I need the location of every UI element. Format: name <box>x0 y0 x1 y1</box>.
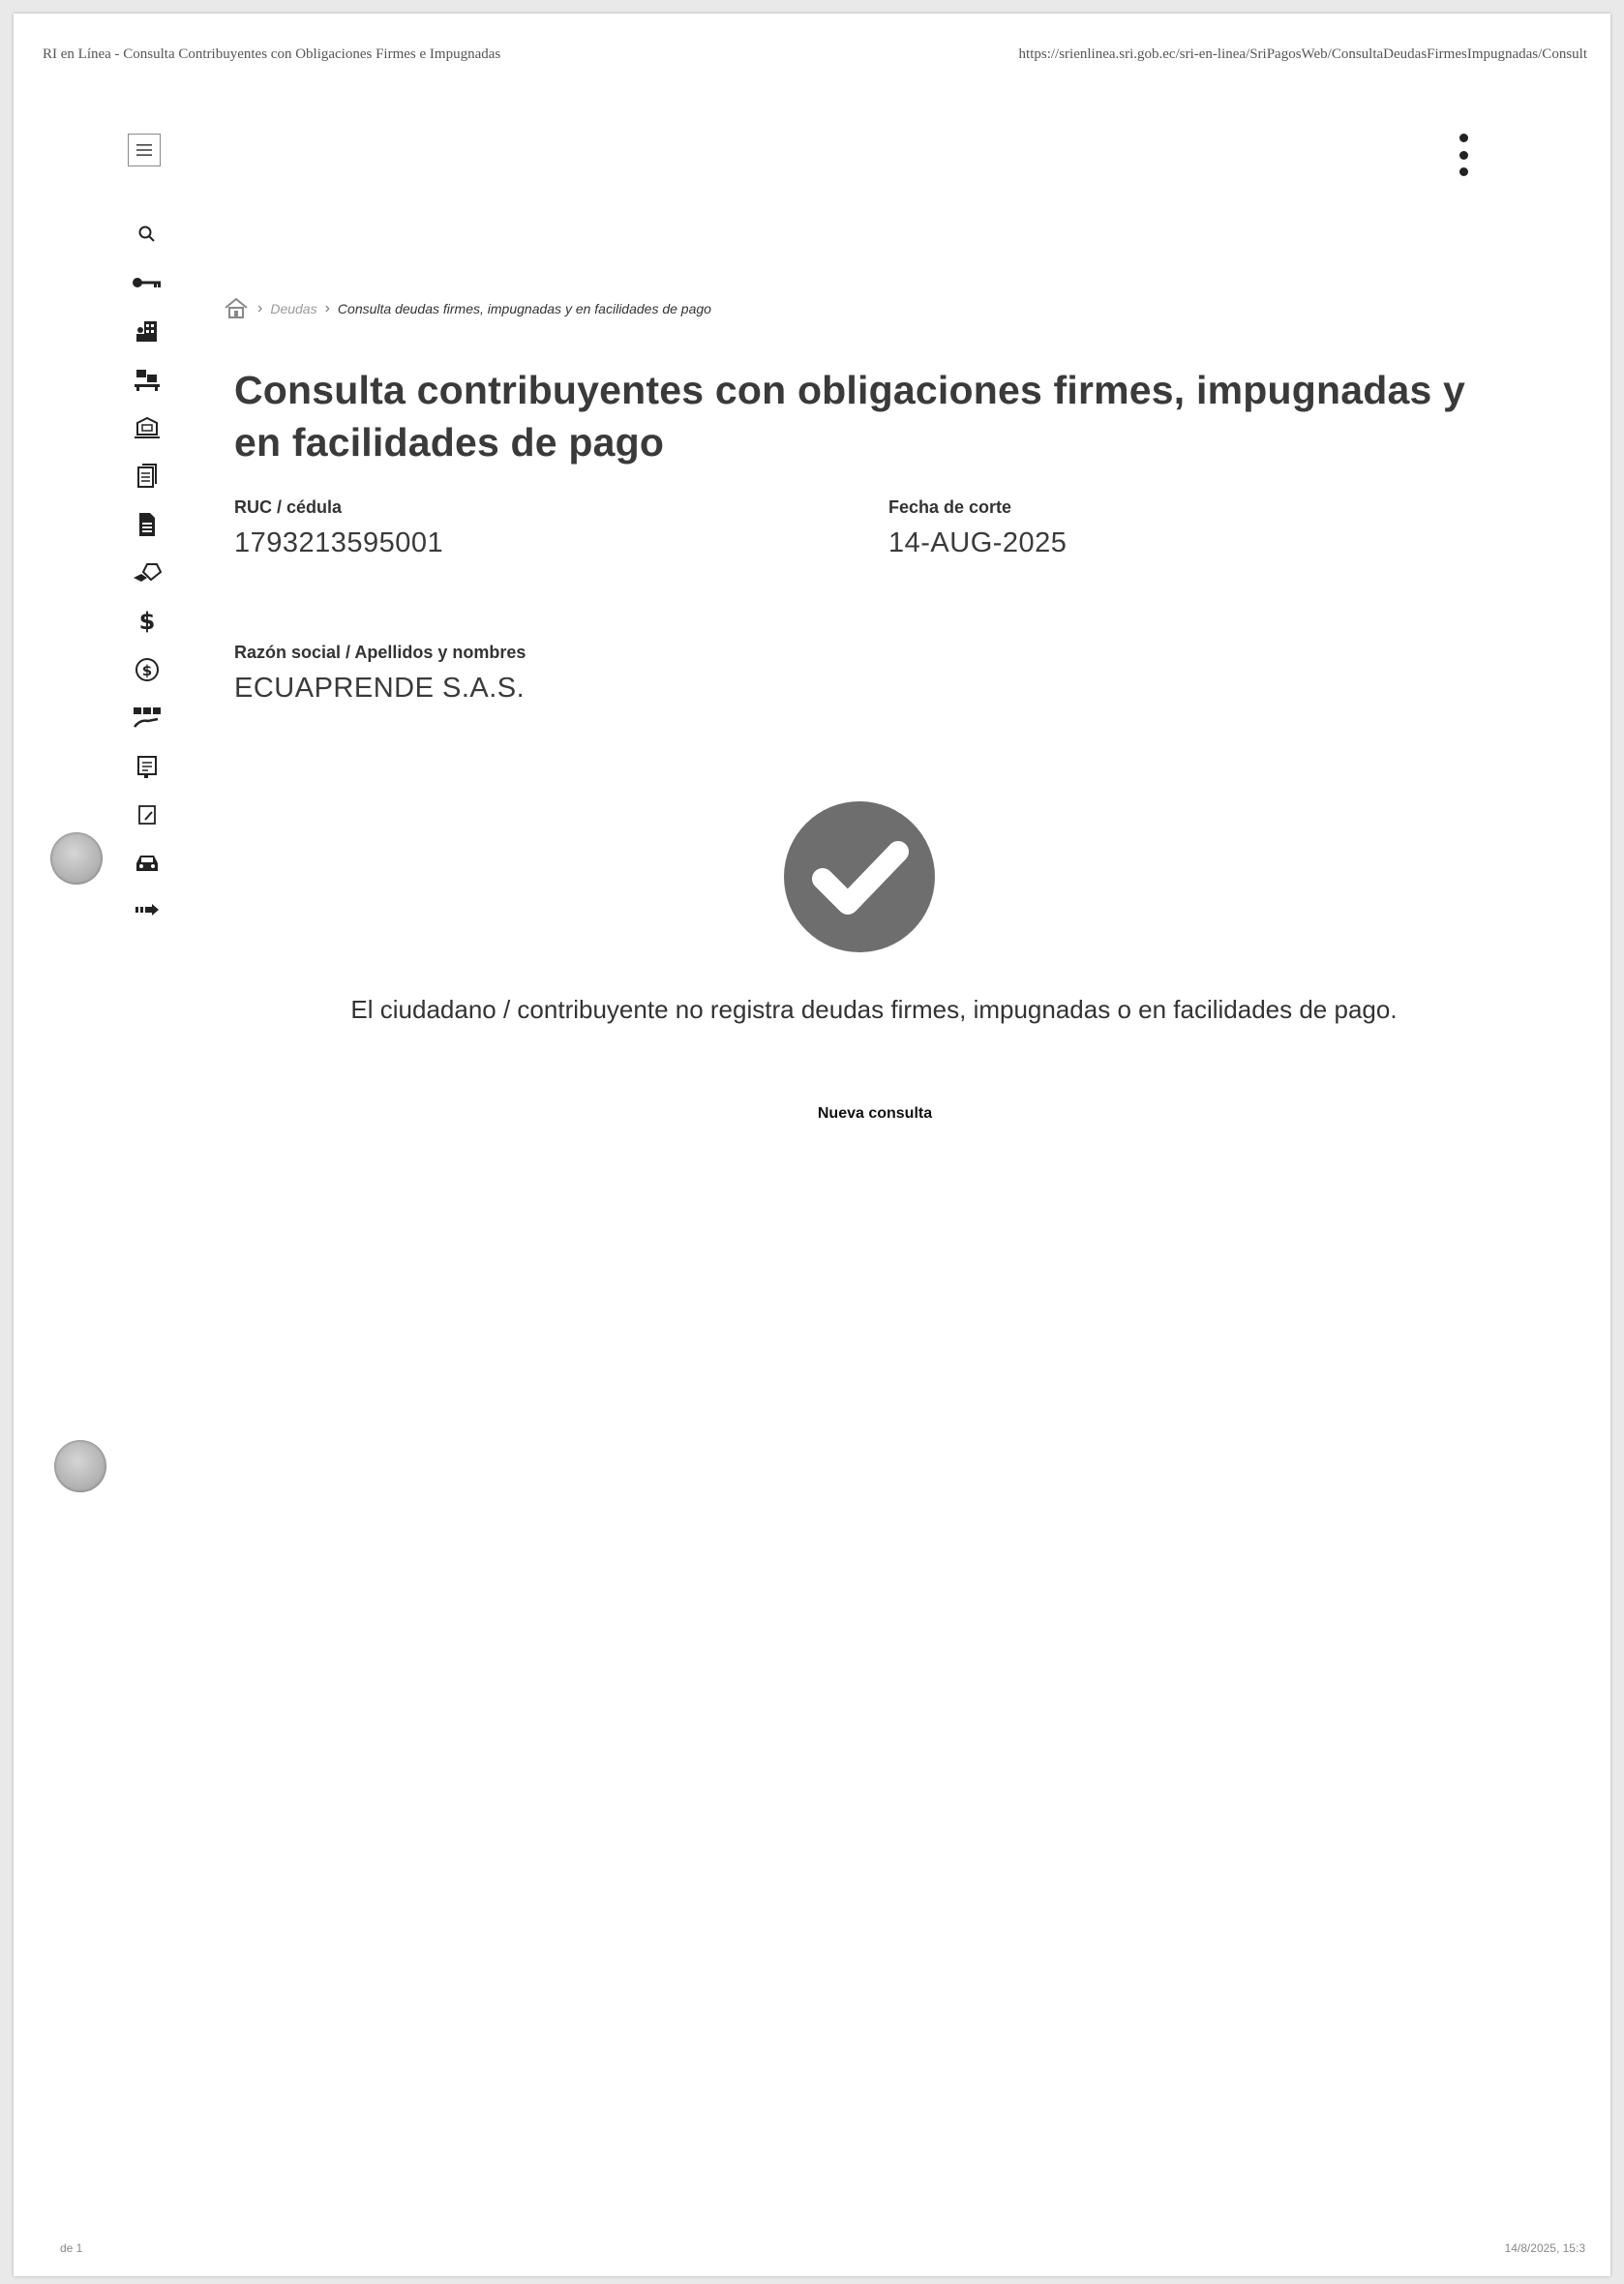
document-icon[interactable] <box>128 505 166 544</box>
documents-icon[interactable] <box>128 457 166 496</box>
razon-social-label: Razón social / Apellidos y nombres <box>234 643 526 662</box>
kebab-dot <box>1459 134 1468 142</box>
arrow-right-icon[interactable] <box>128 890 166 929</box>
edit-document-icon[interactable] <box>128 796 166 834</box>
hamburger-menu-button[interactable] <box>128 134 161 166</box>
print-header-title: RI en Línea - Consulta Contribuyentes con Obligaciones Firmes e Impugnadas <box>43 46 501 62</box>
dollar-icon[interactable] <box>128 602 166 641</box>
receipt-icon[interactable] <box>128 747 166 786</box>
fecha-corte-field <box>888 497 1067 559</box>
new-query-button[interactable]: Nueva consulta <box>768 1101 981 1127</box>
mailbox-icon[interactable] <box>128 408 166 447</box>
search-icon[interactable] <box>128 215 166 254</box>
fecha-corte-label: Fecha de corte <box>888 497 1012 517</box>
chevron-right-icon: › <box>257 300 263 316</box>
fecha-corte-value: 14-AUG-2025 <box>888 527 1068 558</box>
breadcrumb-current: Consulta deudas firmes, impugnadas y en facilidades de pago <box>337 301 711 316</box>
result-message: El ciudadano / contribuyente no registra deudas firmes, impugnadas o en facilidades de pago. <box>350 995 1398 1024</box>
print-footer-page: de 1 <box>60 2241 83 2255</box>
kebab-dot <box>1459 151 1468 160</box>
card-hand-icon[interactable] <box>128 699 166 737</box>
ruc-value: 1793213595001 <box>234 527 444 558</box>
razon-social-value: ECUAPRENDE S.A.S. <box>234 673 526 704</box>
breadcrumb-link-deudas[interactable]: Deudas <box>270 301 317 316</box>
print-header <box>43 46 1587 68</box>
home-icon[interactable] <box>223 296 250 322</box>
printed-page <box>14 14 1610 2276</box>
razon-social-field <box>234 643 526 705</box>
check-circle-icon <box>782 799 937 954</box>
breadcrumb <box>223 294 711 323</box>
hand-tag-icon[interactable] <box>128 554 166 592</box>
car-icon[interactable] <box>128 844 166 883</box>
ruc-field <box>234 497 443 559</box>
binder-hole <box>50 832 103 885</box>
key-icon[interactable] <box>128 263 166 302</box>
more-options-button[interactable] <box>1454 134 1473 176</box>
svg-text:$: $ <box>141 662 153 679</box>
dollar-circle-icon[interactable] <box>128 650 166 689</box>
print-header-url: https://srienlinea.sri.gob.ec/sri-en-linea/SriPagosWeb/ConsultaDeudasFirmesImpugnadas/Consult <box>1018 46 1587 62</box>
print-footer-datetime: 14/8/2025, 15:3 <box>1504 2241 1585 2255</box>
menu-icon <box>135 143 153 157</box>
office-desk-icon[interactable] <box>128 360 166 399</box>
ruc-label: RUC / cédula <box>234 497 343 517</box>
building-person-icon[interactable] <box>128 312 166 350</box>
page-title: Consulta contribuyentes con obligaciones firmes, impugnadas y en facilidades de pago <box>234 368 1466 465</box>
binder-hole <box>54 1440 106 1492</box>
chevron-right-icon: › <box>324 300 330 316</box>
svg-text:$: $ <box>138 608 156 635</box>
kebab-dot <box>1459 167 1468 176</box>
